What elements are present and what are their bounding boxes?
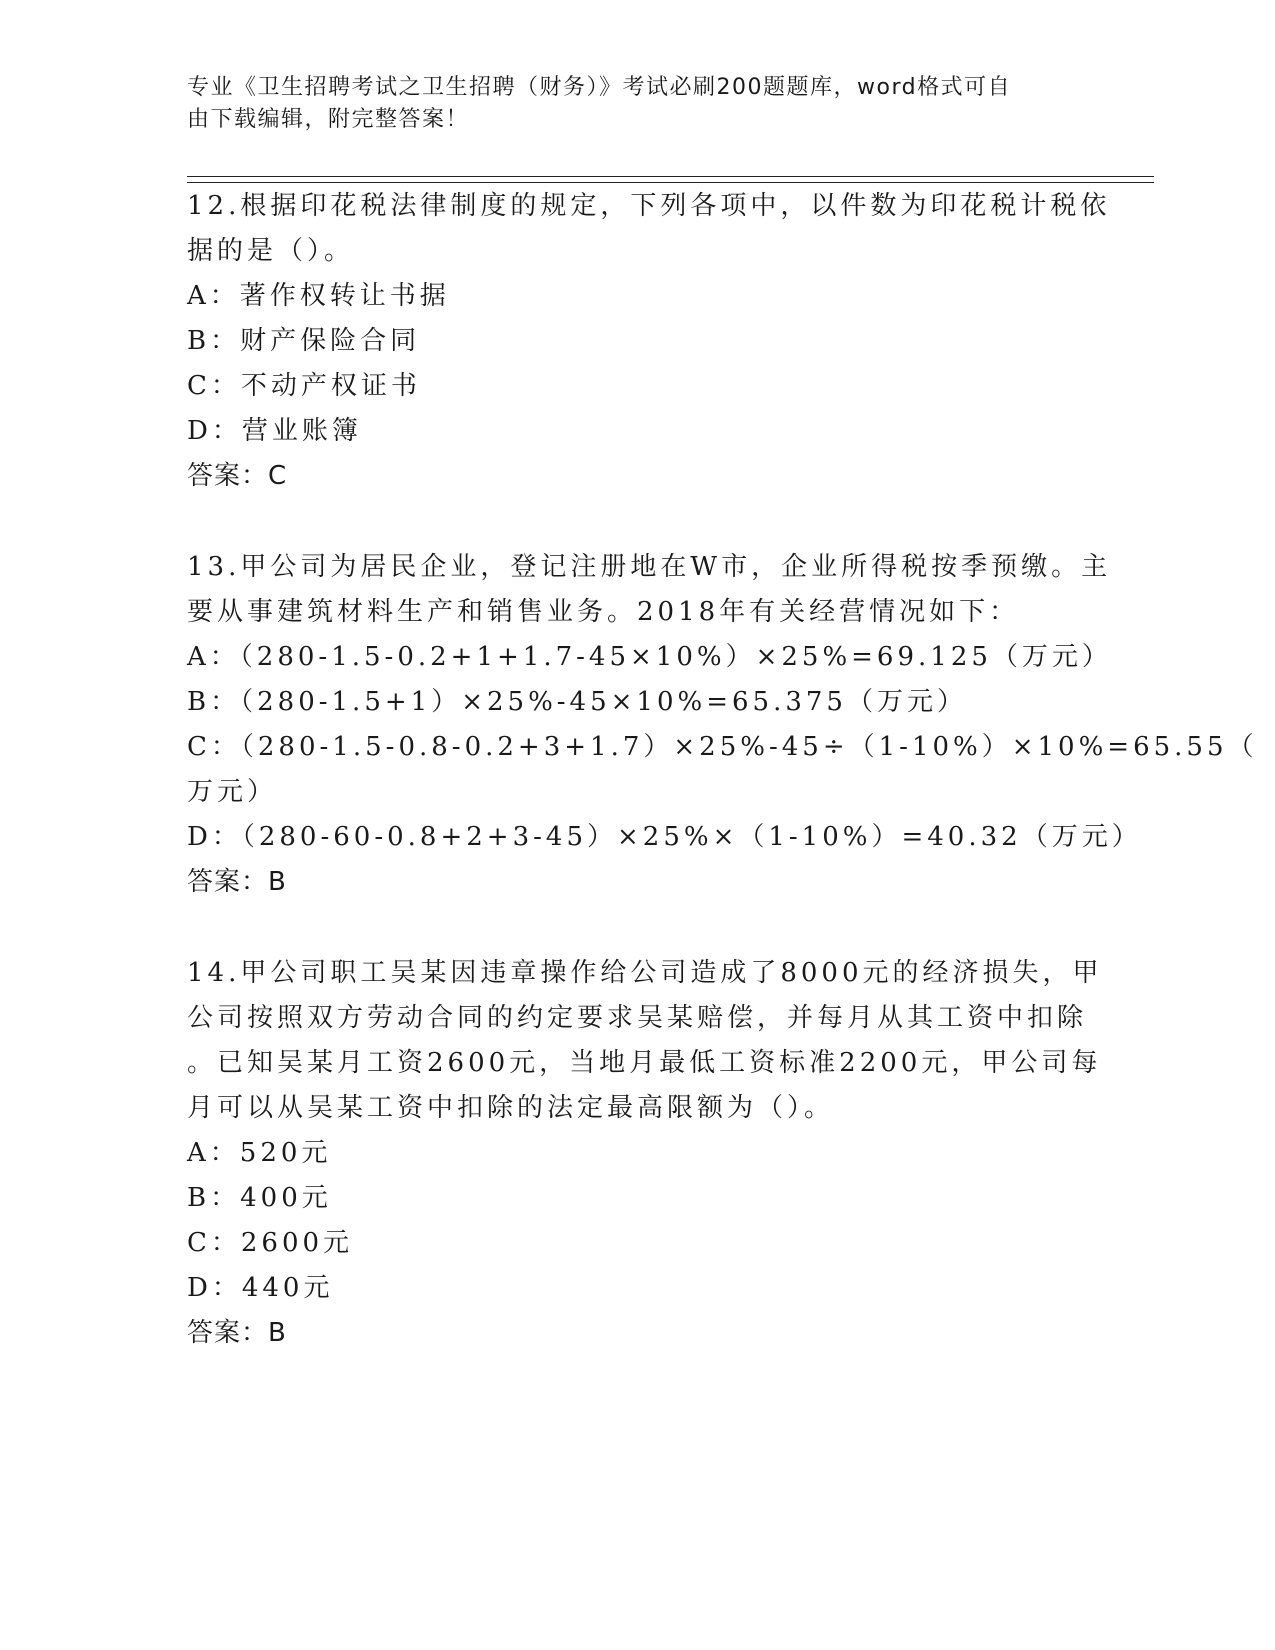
question-14-stem-line-3: 。已知吴某月工资2600元，当地月最低工资标准2200元，甲公司每 <box>187 1048 1102 1078</box>
question-12-stem-line-1: 12.根据印花税法律制度的规定，下列各项中，以件数为印花税计税依 <box>187 191 1111 221</box>
question-13-option-d: D：（280-60-0.8+2+3-45）×25%×（1-10%）=40.32（万元） <box>187 822 1142 852</box>
question-12-option-d: D：营业账簿 <box>187 416 362 446</box>
question-13-option-a: A：（280-1.5-0.2+1+1.7-45×10%）×25%=69.125（万元） <box>187 642 1112 672</box>
question-14-answer: 答案：B <box>187 1318 287 1348</box>
question-14-option-c: C：2600元 <box>187 1228 354 1258</box>
question-13-option-c: C：（280-1.5-0.8-0.2+3+1.7）×25%-45÷（1-10%）×10%=65.55（ <box>187 732 1258 762</box>
header-divider-bottom <box>187 182 1154 183</box>
question-13-option-c-continued: 万元） <box>187 777 278 807</box>
question-12-option-a: A：著作权转让书据 <box>187 281 450 311</box>
question-12-answer: 答案：C <box>187 461 288 491</box>
question-12-option-c: C：不动产权证书 <box>187 371 421 401</box>
question-14-option-a: A：520元 <box>187 1138 332 1168</box>
question-14-option-d: D：440元 <box>187 1273 334 1303</box>
header-line-2: 由下载编辑，附完整答案！ <box>187 107 470 132</box>
document-header <box>187 72 1067 136</box>
header-divider-top <box>187 176 1154 177</box>
header-line-1: 专业《卫生招聘考试之卫生招聘（财务）》考试必刷200题题库，word格式可自 <box>187 75 1012 100</box>
question-14-stem-line-1: 14.甲公司职工吴某因违章操作给公司造成了8000元的经济损失，甲 <box>187 958 1103 988</box>
question-14-stem-line-2: 公司按照双方劳动合同的约定要求吴某赔偿，并每月从其工资中扣除 <box>187 1003 1088 1033</box>
question-14-option-b: B：400元 <box>187 1183 332 1213</box>
question-13-answer: 答案：B <box>187 867 287 897</box>
question-12-option-b: B：财产保险合同 <box>187 326 421 356</box>
question-13-option-b: B：（280-1.5+1）×25%-45×10%=65.375（万元） <box>187 687 967 717</box>
question-12-stem-line-2: 据的是（）。 <box>187 236 355 266</box>
question-14-stem-line-4: 月可以从吴某工资中扣除的法定最高限额为（）。 <box>187 1093 835 1123</box>
question-13-stem-line-1: 13.甲公司为居民企业，登记注册地在W市，企业所得税按季预缴。主 <box>187 552 1112 582</box>
question-13-stem-line-2: 要从事建筑材料生产和销售业务。2018年有关经营情况如下： <box>187 597 1020 627</box>
